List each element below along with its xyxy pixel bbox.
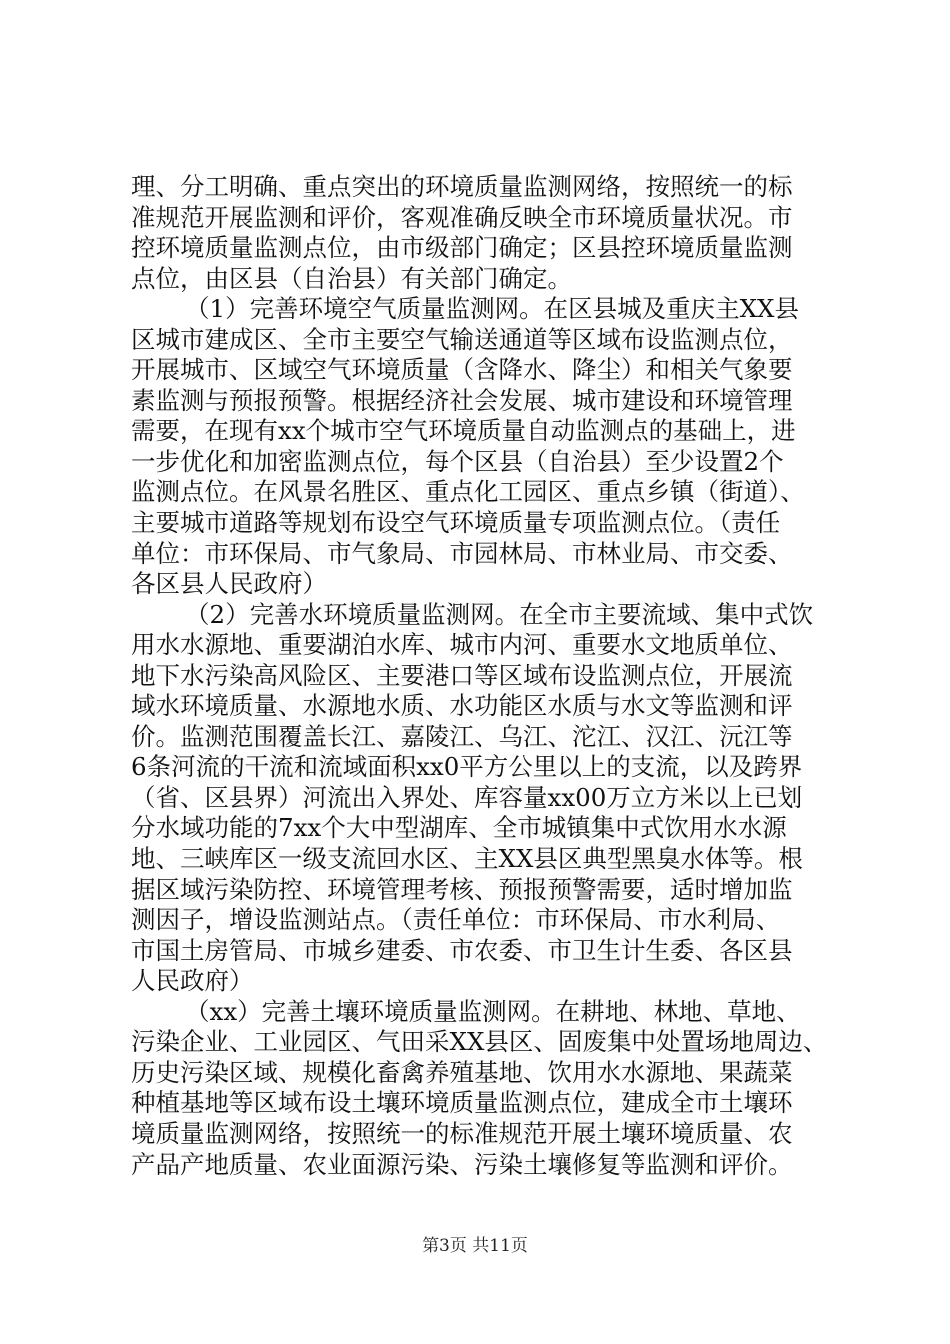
- text-line: 理、分工明确、重点突出的环境质量监测网络，按照统一的标: [131, 172, 793, 201]
- text-line: 控环境质量监测点位，由市级部门确定；区县控环境质量监测: [131, 233, 793, 263]
- text-line: 开展城市、区域空气环境质量（含降水、降尘）和相关气象要: [131, 355, 793, 385]
- text-line: 主要城市道路等规划布设空气环境质量专项监测点位。（责任: [131, 508, 781, 538]
- text-line: 域水环境质量、水源地水质、水功能区水质与水文等监测和评: [131, 691, 793, 721]
- text-line: 人民政府）: [131, 966, 254, 996]
- text-line: 地、三峡库区一级支流回水区、主XX县区典型黑臭水体等。根: [131, 844, 803, 874]
- page-footer: 第3页 共11页: [422, 1236, 528, 1256]
- text-line: 测因子，增设监测站点。（责任单位：市环保局、市水利局、: [131, 905, 781, 935]
- text-line: 6条河流的干流和流域面积xx0平方公里以上的支流，以及跨界: [131, 752, 803, 782]
- text-line: 据区域污染防控、环境管理考核、预报预警需要，适时增加监: [131, 874, 793, 904]
- text-line: 种植基地等区域布设土壤环境质量监测点位，建成全市土壤环: [131, 1088, 793, 1118]
- text-line: 污染企业、工业园区、气田采XX县区、固废集中处置场地周边、: [131, 1027, 828, 1057]
- text-line: （2）完善水环境质量监测网。在全市主要流域、集中式饮: [185, 599, 814, 629]
- text-line: 素监测与预报预警。根据经济社会发展、城市建设和环境管理: [131, 385, 793, 415]
- text-line: 准规范开展监测和评价，客观准确反映全市环境质量状况。市: [131, 202, 793, 232]
- text-line: 用水水源地、重要湖泊水库、城市内河、重要水文地质单位、: [131, 630, 793, 660]
- text-line: （1）完善环境空气质量监测网。在区县城及重庆主XX县: [185, 294, 799, 324]
- text-line: 区城市建成区、全市主要空气输送通道等区域布设监测点位，: [131, 324, 793, 354]
- text-line: 需要，在现有xx个城市空气环境质量自动监测点的基础上，进: [131, 416, 796, 446]
- text-line: 价。监测范围覆盖长江、嘉陵江、乌江、沱江、汉江、沅江等: [131, 721, 793, 751]
- text-line: （省、区县界）河流出入界处、库容量xx00万立方米以上已划: [131, 782, 803, 812]
- text-line: 地下水污染高风险区、主要港口等区域布设监测点位，开展流: [131, 660, 793, 690]
- text-line: 产品产地质量、农业面源污染、污染土壤修复等监测和评价。: [131, 1149, 793, 1179]
- text-line: （xx）完善土壤环境质量监测网。在耕地、林地、草地、: [185, 996, 801, 1026]
- text-line: 点位，由区县（自治县）有关部门确定。: [131, 263, 572, 293]
- text-line: 各区县人民政府）: [131, 569, 327, 599]
- text-line: 一步优化和加密监测点位，每个区县（自治县）至少设置2个: [131, 446, 784, 476]
- text-line: 单位：市环保局、市气象局、市园林局、市林业局、市交委、: [131, 538, 793, 568]
- text-line: 市国土房管局、市城乡建委、市农委、市卫生计生委、各区县: [131, 935, 793, 965]
- body-text: [131, 172, 831, 1180]
- text-line: 境质量监测网络，按照统一的标准规范开展土壤环境质量、农: [131, 1118, 793, 1148]
- text-line: 历史污染区域、规模化畜禽养殖基地、饮用水水源地、果蔬菜: [131, 1057, 793, 1087]
- text-line: 监测点位。在风景名胜区、重点化工园区、重点乡镇（街道）、: [131, 477, 805, 507]
- text-line: 分水域功能的7xx个大中型湖库、全市城镇集中式饮用水水源: [131, 813, 787, 843]
